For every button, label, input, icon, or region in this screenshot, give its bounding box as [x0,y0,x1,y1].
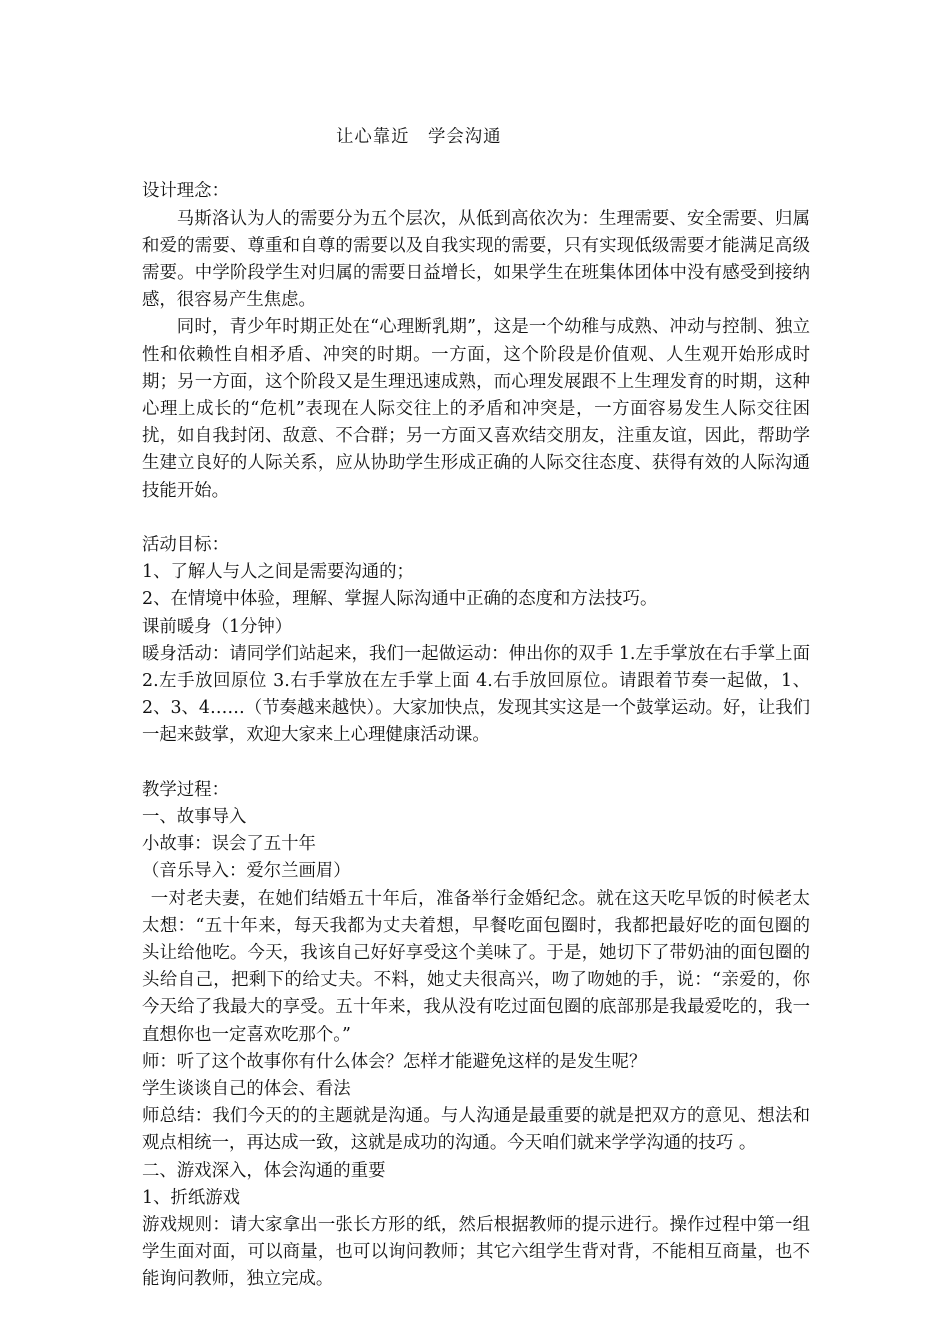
paragraph-maslow: 马斯洛认为人的需要分为五个层次，从低到高依次为：生理需要、安全需要、归属和爱的需要、尊重和自尊的需要以及自我实现的需要，只有实现低级需要才能满足高级需要。中学阶段学生对归属的需要日益增长，如果学生在班集体团体中没有感受到接纳感，很容易产生焦虑。 [142,208,810,311]
subheading-game: 二、游戏深入，体会沟通的重要 [142,1160,386,1181]
story-title: 小故事：误会了五十年 [142,834,316,855]
blank-line [142,505,810,532]
goal-item-1: 1、了解人与人之间是需要沟通的； [142,562,414,583]
section-heading-activity-goals: 活动目标： [142,535,229,555]
goal-item-2: 2、在情境中体验，理解、掌握人际沟通中正确的态度和方法技巧。 [142,589,658,610]
blank-line [142,750,810,777]
paragraph-story: 一对老夫妻，在她们结婚五十年后，准备举行金婚纪念。就在这天吃早饭的时候老太太想：“五十年来，每天我都为丈夫着想，早餐吃面包圈时，我都把最好吃的面包圈的头让给他吃。今天，我该自己好好享受这个美味了。于是，她切下了带奶油的面包圈的头给自己，把剩下的给丈夫。不料，她丈夫很高兴，吻了吻她的手，说：“亲爱的，你今天给了我最大的享受。五十年来，我从没有吃过面包圈的底部那是我最爱吃的，我一直想你也一定喜欢吃那个。” [142,888,810,1045]
music-note: （音乐导入：爱尔兰画眉） [142,861,351,882]
teacher-question: 师：听了这个故事你有什么体会？怎样才能避免这样的是发生呢？ [142,1051,647,1072]
document-body [142,124,810,1294]
document-title: 让心靠近 学会沟通 [336,127,502,147]
paragraph-warmup-activity: 暖身活动：请同学们站起来，我们一起做运动：伸出你的双手 1.左手掌放在右手掌上面 2.左手放回原位 3.右手掌放在左手掌上面 4.右手放回原位。请跟着节奏一起做，1、2、3、4……（节奏越来越快）。大家加快点，发现其实这是一个鼓掌运动。好，让我们一起来鼓掌，欢迎大家来上心理健康活动课。 [142,643,810,746]
section-heading-teaching-process: 教学过程： [142,779,229,800]
game-title-origami: 1、折纸游戏 [142,1187,241,1208]
paragraph-game-rules: 游戏规则：请大家拿出一张长方形的纸，然后根据教师的提示进行。操作过程中第一组学生面对面，可以商量，也可以询问教师；其它六组学生背对背，不能相互商量，也不能询问教师，独立完成。 [142,1215,810,1290]
student-discussion: 学生谈谈自己的体会、看法 [142,1079,351,1100]
section-heading-design-concept: 设计理念： [142,181,229,202]
teacher-summary: 师总结：我们今天的的主题就是沟通。与人沟通是最重要的就是把双方的意见、想法和观点相统一，再达成一致，这就是成功的沟通。今天咱们就来学学沟通的技巧 。 [142,1106,810,1154]
paragraph-adolescence: 同时，青少年时期正处在“心理断乳期”，这是一个幼稚与成熟、冲动与控制、独立性和依赖性自相矛盾、冲突的时期。一方面，这个阶段是价值观、人生观开始形成时期；另一方面，这个阶段又是生理迅速成熟，而心理发展跟不上生理发育的时期，这种心理上成长的“危机”表现在人际交往上的矛盾和冲突是，一方面容易发生人际交往困扰，如自我封闭、敌意、不合群；另一方面又喜欢结交朋友，注重友谊，因此，帮助学生建立良好的人际关系，应从协助学生形成正确的人际交往态度、获得有效的人际沟通技能开始。 [142,317,810,501]
subheading-story-intro: 一、故事导入 [142,807,247,828]
section-heading-warmup: 课前暖身（1分钟） [142,616,293,637]
